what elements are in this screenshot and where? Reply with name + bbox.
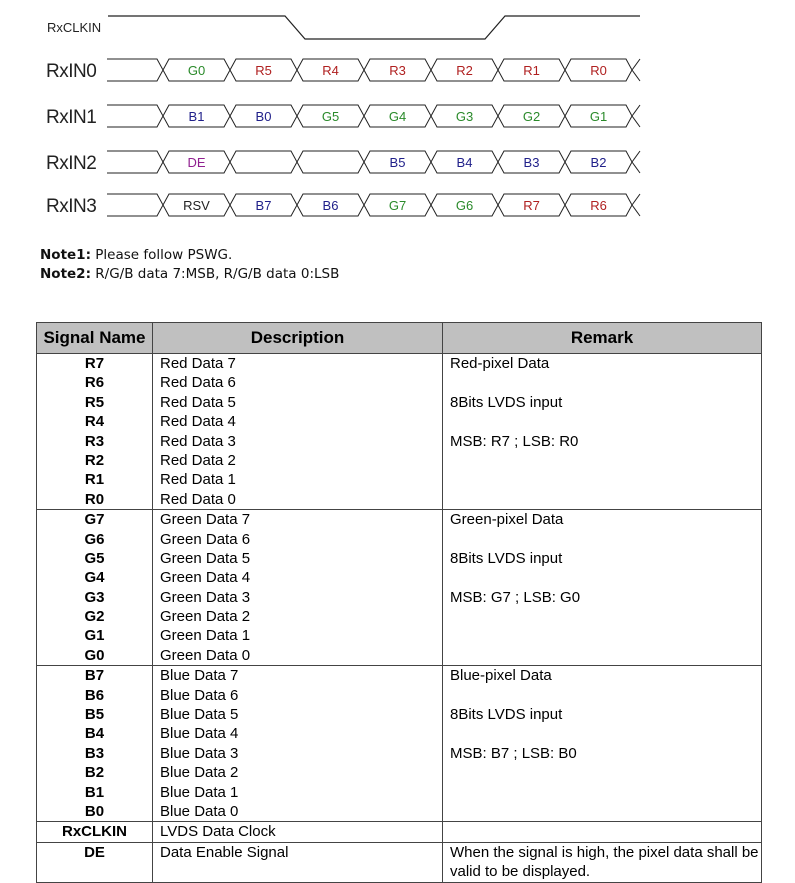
slot-label: R6 (590, 198, 607, 213)
slot-label: B4 (456, 155, 473, 170)
data-slot (230, 151, 297, 173)
table-row (37, 783, 761, 802)
table-row (37, 705, 761, 724)
remark-cell (443, 724, 761, 743)
remark-cell: MSB: G7 ; LSB: G0 (450, 588, 581, 606)
description-cell: Red Data 5 (153, 393, 443, 412)
remark-cell: MSB: R7 ; LSB: R0 (450, 432, 579, 450)
slot-label: DE (187, 155, 206, 170)
signal-name-cell: G5 (37, 549, 153, 568)
table-group (37, 354, 761, 510)
lane-idle (107, 105, 163, 127)
description-cell: Blue Data 0 (153, 802, 443, 821)
table-row (37, 470, 761, 489)
lane-idle (107, 59, 163, 81)
table-group (37, 843, 761, 882)
slot-label: G5 (321, 109, 340, 124)
remark-cell: When the signal is high, the pixel data shall be valid to be displayed. (450, 843, 759, 880)
table-row (37, 822, 761, 841)
description-cell: Red Data 4 (153, 412, 443, 431)
table-row (37, 510, 761, 529)
slot-label: R3 (389, 63, 406, 78)
table-row (37, 451, 761, 470)
signal-name-cell: R4 (37, 412, 153, 431)
remark-cell (443, 373, 761, 392)
slot-label: R2 (456, 63, 473, 78)
signal-name-cell: RxCLKIN (37, 822, 153, 841)
description-cell: Green Data 6 (153, 530, 443, 549)
table-row (37, 412, 761, 431)
slot-label: R5 (255, 63, 272, 78)
remark-cell (443, 451, 761, 470)
header-remark: Remark (570, 328, 634, 347)
remark-cell: 8Bits LVDS input (450, 549, 563, 567)
description-cell: LVDS Data Clock (153, 822, 443, 841)
lane-tail (632, 151, 640, 173)
description-cell: Red Data 0 (153, 490, 443, 509)
signal-name-cell: R6 (37, 373, 153, 392)
lane-idle (107, 151, 163, 173)
data-slot (297, 151, 364, 173)
lane-label: RxIN3 (46, 196, 97, 217)
description-cell: Red Data 6 (153, 373, 443, 392)
table-row (37, 744, 761, 763)
signal-name-cell: R5 (37, 393, 153, 412)
signal-name-cell: B0 (37, 802, 153, 821)
signal-name-cell: G3 (37, 588, 153, 607)
remark-cell (443, 470, 761, 489)
clock-label: RxCLKIN (47, 20, 102, 35)
table-row (37, 763, 761, 782)
table-row (37, 373, 761, 392)
remark-cell (443, 783, 761, 802)
slot-label: G6 (455, 198, 474, 213)
lane-tail (632, 194, 640, 216)
table-row (37, 724, 761, 743)
description-cell: Green Data 0 (153, 646, 443, 665)
table-row (37, 607, 761, 626)
remark-cell: Red-pixel Data (450, 355, 550, 372)
remark-cell (443, 530, 761, 549)
remark-cell (443, 802, 761, 821)
table-row (37, 626, 761, 645)
description-cell: Red Data 2 (153, 451, 443, 470)
remark-cell (443, 686, 761, 705)
slot-label: B1 (188, 109, 205, 124)
remark-cell (443, 626, 761, 645)
table-group (37, 510, 761, 666)
slot-label: G2 (522, 109, 541, 124)
description-cell: Green Data 1 (153, 626, 443, 645)
description-cell: Red Data 3 (153, 432, 443, 451)
signal-name-cell: G0 (37, 646, 153, 665)
signal-name-cell: G6 (37, 530, 153, 549)
signal-name-cell: B5 (37, 705, 153, 724)
notes (40, 246, 339, 284)
slot-label: G0 (187, 63, 206, 78)
slot-label: G4 (388, 109, 407, 124)
signal-name-cell: B7 (37, 666, 153, 685)
remark-cell: Green-pixel Data (450, 511, 564, 529)
remark-cell (443, 412, 761, 431)
remark-cell: MSB: B7 ; LSB: B0 (450, 744, 577, 762)
description-cell: Data Enable Signal (153, 843, 443, 882)
table-row (37, 568, 761, 587)
signal-name-cell: B4 (37, 724, 153, 743)
remark-cell: 8Bits LVDS input (450, 393, 563, 411)
slot-label: R1 (523, 63, 540, 78)
table-row (37, 530, 761, 549)
table-row (37, 549, 761, 568)
slot-label: B0 (255, 109, 272, 124)
lane-idle (107, 194, 163, 216)
description-cell: Red Data 7 (153, 354, 443, 373)
description-cell: Blue Data 7 (153, 666, 443, 685)
signal-name-cell: B6 (37, 686, 153, 705)
table-row (37, 432, 761, 451)
remark-cell: 8Bits LVDS input (450, 706, 563, 724)
remark-cell (443, 822, 761, 841)
slot-label: B3 (523, 155, 540, 170)
signal-name-cell: R3 (37, 432, 153, 451)
clock-waveform (108, 16, 640, 39)
slot-label: G1 (589, 109, 608, 124)
signal-name-cell: G2 (37, 607, 153, 626)
header-signal-name: Signal Name (37, 323, 153, 353)
signal-name-cell: R2 (37, 451, 153, 470)
table-row (37, 646, 761, 665)
description-cell: Green Data 2 (153, 607, 443, 626)
signal-name-cell: G7 (37, 510, 153, 529)
slot-label: R0 (590, 63, 607, 78)
slot-label: B6 (322, 198, 339, 213)
table-row (37, 393, 761, 412)
description-cell: Green Data 4 (153, 568, 443, 587)
table-row (37, 354, 761, 373)
slot-label: R7 (523, 198, 540, 213)
slot-label: R4 (322, 63, 339, 78)
note-2: Note2: R/G/B data 7:MSB, R/G/B data 0:LSB (40, 266, 340, 282)
signal-table (36, 322, 762, 883)
description-cell: Red Data 1 (153, 470, 443, 489)
description-cell: Blue Data 6 (153, 686, 443, 705)
table-row (37, 686, 761, 705)
lane-tail (632, 59, 640, 81)
signal-name-cell: B3 (37, 744, 153, 763)
slot-label: B7 (255, 198, 272, 213)
remark-cell (443, 607, 761, 626)
lane-tail (632, 105, 640, 127)
slot-label: G7 (388, 198, 407, 213)
slot-label: B2 (590, 155, 607, 170)
remark-cell (443, 568, 761, 587)
lane-label: RxIN0 (46, 61, 97, 82)
signal-name-cell: B2 (37, 763, 153, 782)
table-row (37, 843, 761, 882)
description-cell: Green Data 3 (153, 588, 443, 607)
signal-name-cell: G4 (37, 568, 153, 587)
remark-cell: Blue-pixel Data (450, 667, 552, 685)
table-group (37, 666, 761, 822)
signal-name-cell: R7 (37, 354, 153, 373)
table-row (37, 666, 761, 685)
table-header (37, 323, 761, 354)
description-cell: Blue Data 2 (153, 763, 443, 782)
signal-name-cell: B1 (37, 783, 153, 802)
slot-label: G3 (455, 109, 474, 124)
signal-name-cell: DE (37, 843, 153, 882)
table-row (37, 588, 761, 607)
table-row (37, 490, 761, 509)
note-1: Note1: Please follow PSWG. (40, 247, 233, 263)
description-cell: Blue Data 4 (153, 724, 443, 743)
lane-label: RxIN1 (46, 107, 97, 128)
signal-name-cell: G1 (37, 626, 153, 645)
description-cell: Blue Data 5 (153, 705, 443, 724)
remark-cell (443, 763, 761, 782)
table-row (37, 802, 761, 821)
header-description: Description (153, 323, 443, 353)
signal-name-cell: R0 (37, 490, 153, 509)
signal-name-cell: R1 (37, 470, 153, 489)
description-cell: Green Data 5 (153, 549, 443, 568)
description-cell: Green Data 7 (153, 510, 443, 529)
remark-cell (443, 646, 761, 665)
lvds-timing-diagram (0, 0, 795, 235)
table-body (37, 354, 761, 882)
description-cell: Blue Data 1 (153, 783, 443, 802)
description-cell: Blue Data 3 (153, 744, 443, 763)
remark-cell (443, 490, 761, 509)
slot-label: RSV (183, 198, 210, 213)
table-group (37, 822, 761, 842)
slot-label: B5 (389, 155, 406, 170)
lane-label: RxIN2 (46, 153, 97, 174)
